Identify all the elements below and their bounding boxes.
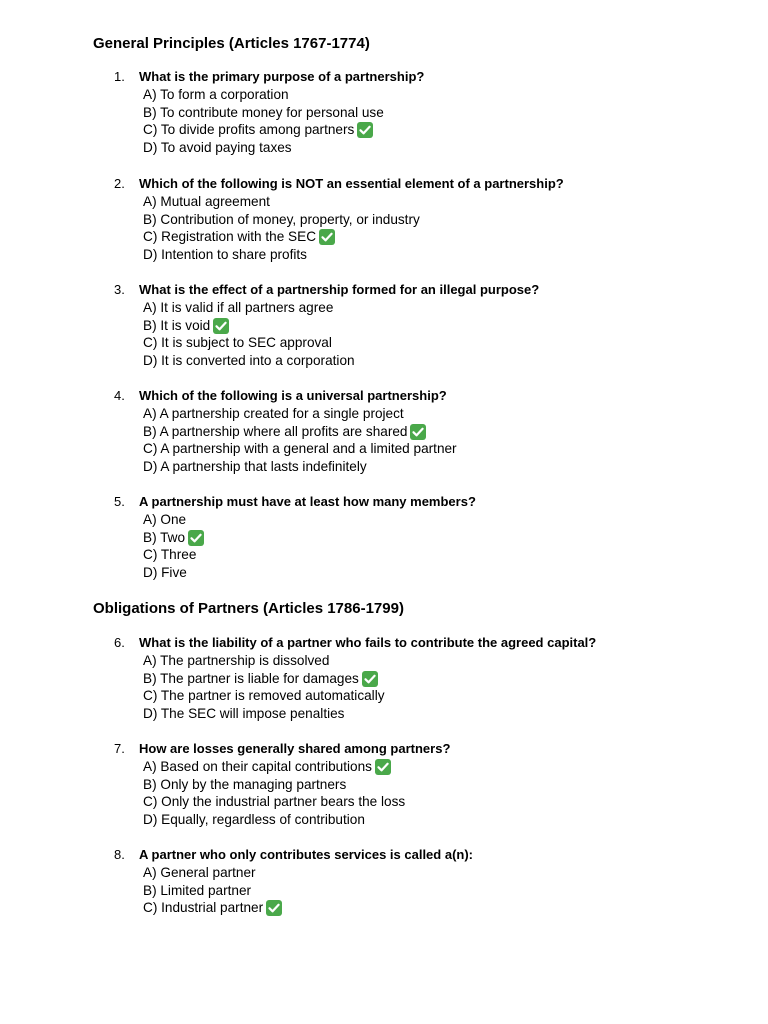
option-c: C) Industrial partner (0, 899, 768, 917)
check-mark-icon (213, 318, 229, 334)
option-c: C) A partnership with a general and a limited partner (143, 441, 457, 457)
question-text: What is the liability of a partner who fails to contribute the agreed capital? (139, 635, 597, 650)
check-mark-icon (357, 122, 373, 138)
option-d: D) Five (143, 564, 187, 580)
question-number: 8. (114, 847, 125, 862)
option-c: C) It is subject to SEC approval (143, 335, 332, 351)
check-mark-icon (319, 229, 335, 245)
option-a: A) One (143, 512, 187, 527)
option-d: D) The SEC will impose penalties (143, 705, 345, 721)
option-c: C) Only the industrial partner bears the loss (143, 794, 406, 810)
question-number: 2. (114, 176, 125, 191)
question-number: 7. (114, 741, 125, 756)
option-d: D) To avoid paying taxes (143, 139, 292, 155)
question-3 (0, 281, 768, 370)
option-c: C) Registration with the SEC (0, 228, 768, 246)
option-b: B) To contribute money for personal use (143, 104, 384, 120)
option-d: D) It is converted into a corporation (143, 352, 355, 368)
option-a: A) Based on their capital contributions (0, 758, 768, 776)
question-2 (0, 175, 768, 264)
option-a: A) The partnership is dissolved (143, 653, 330, 668)
option-b: B) It is void (0, 317, 768, 335)
option-a: A) To form a corporation (143, 87, 289, 102)
option-a: A) A partnership created for a single project (143, 406, 404, 421)
check-mark-icon (188, 530, 204, 546)
option-d: D) Equally, regardless of contribution (143, 811, 365, 827)
check-mark-icon (375, 759, 391, 775)
check-mark-icon (410, 424, 426, 440)
option-b: B) A partnership where all profits are shared (0, 423, 768, 441)
option-b: B) Limited partner (143, 882, 252, 898)
check-mark-icon (362, 671, 378, 687)
option-a: A) General partner (143, 865, 256, 880)
question-4 (0, 387, 768, 476)
question-8 (0, 846, 768, 917)
question-text: A partner who only contributes services is called a(n): (139, 847, 473, 862)
option-b: B) Contribution of money, property, or industry (143, 211, 420, 227)
option-b: B) The partner is liable for damages (0, 670, 768, 688)
question-1 (0, 68, 768, 157)
question-6 (0, 634, 768, 723)
question-text: What is the primary purpose of a partnership? (139, 69, 425, 84)
section-title: General Principles (Articles 1767-1774) (93, 35, 370, 52)
question-number: 5. (114, 494, 125, 509)
option-d: D) A partnership that lasts indefinitely (143, 458, 367, 474)
question-text: How are losses generally shared among partners? (139, 741, 451, 756)
question-number: 1. (114, 69, 125, 84)
question-text: A partnership must have at least how many members? (139, 494, 476, 509)
option-a: A) Mutual agreement (143, 194, 270, 209)
option-d: D) Intention to share profits (143, 246, 307, 262)
option-c: C) The partner is removed automatically (143, 688, 385, 704)
check-mark-icon (266, 900, 282, 916)
question-number: 4. (114, 388, 125, 403)
question-text: Which of the following is NOT an essential element of a partnership? (139, 176, 564, 191)
option-b: B) Only by the managing partners (143, 776, 347, 792)
question-7 (0, 740, 768, 829)
section-title: Obligations of Partners (Articles 1786-1799) (93, 600, 404, 617)
option-a: A) It is valid if all partners agree (143, 300, 334, 315)
option-c: C) Three (143, 547, 197, 563)
question-text: What is the effect of a partnership formed for an illegal purpose? (139, 282, 540, 297)
question-number: 3. (114, 282, 125, 297)
option-b: B) Two (0, 529, 768, 547)
question-text: Which of the following is a universal partnership? (139, 388, 447, 403)
question-5 (0, 493, 768, 582)
option-c: C) To divide profits among partners (0, 121, 768, 139)
question-number: 6. (114, 635, 125, 650)
